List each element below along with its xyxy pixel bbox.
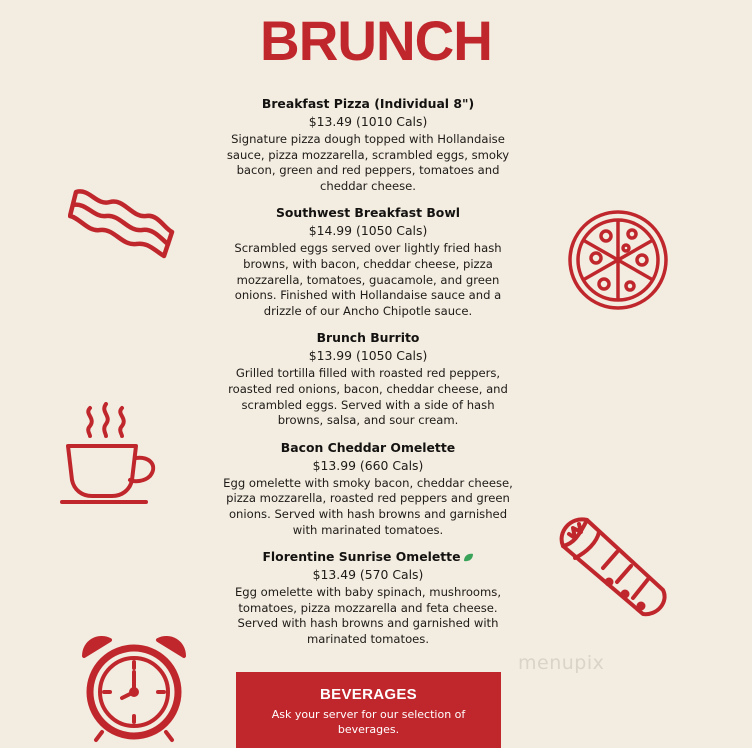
menu-item-name: Bacon Cheddar Omelette: [280, 439, 456, 455]
coffee-cup-icon: [58, 402, 164, 506]
menu-item: [218, 548, 518, 647]
menu-item-price: $13.49 (1010 Cals): [308, 114, 428, 129]
page-title: BRUNCH: [260, 9, 492, 72]
menu-item-description: Grilled tortilla filled with roasted red peppers, roasted red onions, bacon, cheddar cheese, and scrambled eggs. Served with a side of hash browns, salsa, and sour cream.: [228, 366, 508, 428]
menu-item-name: Brunch Burrito: [316, 330, 420, 346]
menu-item-description: Scrambled eggs served over lightly fried hash browns, with bacon, cheddar cheese, pizza mozzarella, tomatoes, guacamole, and green onions. Finished with Hollandaise sauce and a drizzle of our Ancho Chipotle sauce.: [234, 241, 502, 318]
menu-item: [218, 329, 518, 428]
menu-item-price: $14.99 (1050 Cals): [308, 223, 428, 239]
alarm-clock-icon: [78, 632, 190, 744]
menu-item-price: $13.99 (660 Cals): [312, 457, 424, 473]
menu-item-name: Southwest Breakfast Bowl: [275, 205, 461, 221]
menu-item: [218, 95, 518, 194]
beverages-title: BEVERAGES: [320, 686, 417, 703]
menu-item-name-row: [218, 548, 518, 565]
burrito-icon: [553, 512, 673, 624]
menu-item-name: Florentine Sunrise Omelette: [262, 549, 461, 565]
menu-item-price: $13.49 (570 Cals): [312, 567, 424, 583]
menu-item-description: Egg omelette with baby spinach, mushrooms, tomatoes, pizza mozzarella and feta cheese. Served with hash browns and garnished with marinated tomatoes.: [234, 585, 502, 646]
pizza-icon: [566, 208, 670, 312]
menu-item-description: Egg omelette with smoky bacon, cheddar cheese, pizza mozzarella, roasted red peppers and green onions. Served with hash browns and garnished with marinated tomatoes.: [223, 475, 513, 537]
menu-item-name: Breakfast Pizza (Individual 8"): [261, 96, 475, 111]
menu-list: [218, 95, 518, 657]
beverages-banner: [236, 672, 501, 748]
menu-item: [218, 439, 518, 538]
menu-item-price: $13.99 (1050 Cals): [308, 348, 428, 364]
menu-item-description: Signature pizza dough topped with Hollandaise sauce, pizza mozzarella, scrambled eggs, smoky bacon, green and red peppers, tomatoes and cheddar cheese.: [226, 132, 510, 193]
watermark: menupix: [518, 652, 605, 674]
leaf-icon: [463, 553, 474, 562]
bacon-icon: [68, 186, 178, 266]
menu-item: [218, 204, 518, 319]
beverages-text: Ask your server for our selection of beverages.: [271, 708, 466, 736]
